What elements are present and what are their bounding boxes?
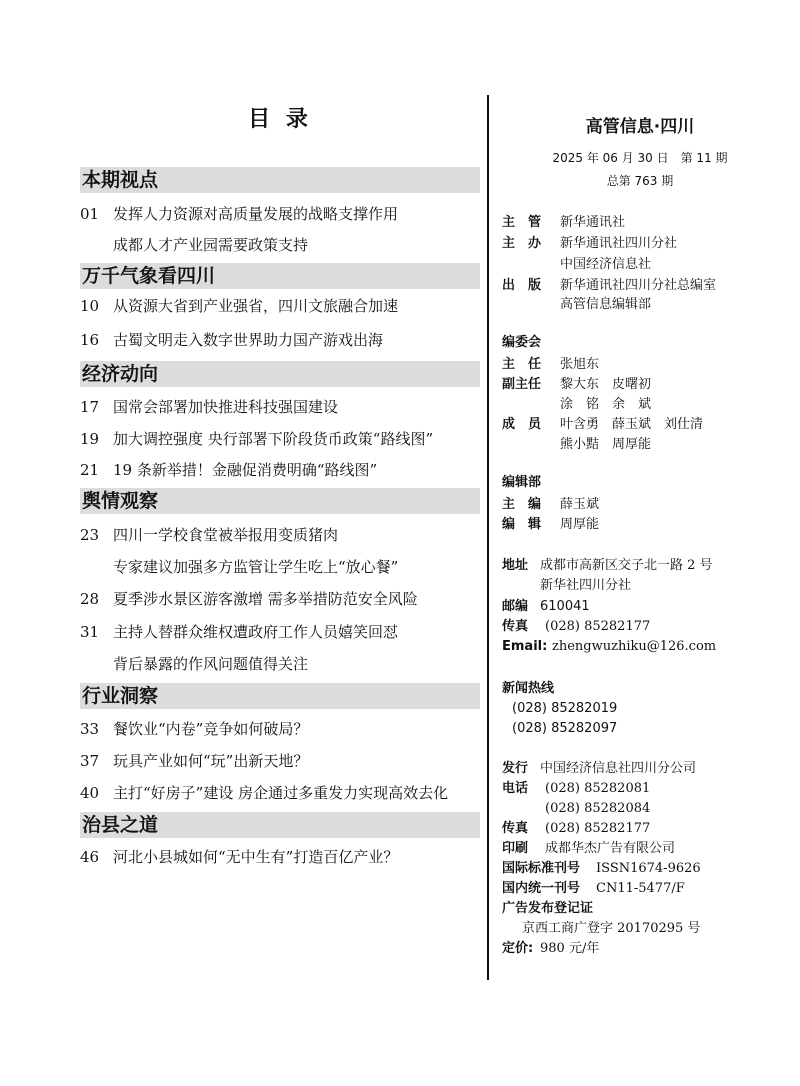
email[interactable]: zhengwuzhiku@126.com	[552, 639, 717, 654]
supervisor: 新华通讯社	[560, 215, 626, 230]
page-number: 17	[80, 398, 100, 416]
item-title: 主打“好房子”建设 房企通过多重发力实现高效去化	[113, 784, 449, 802]
chief-label: 主 编	[502, 497, 542, 512]
phone-1: (028) 85282081	[545, 781, 651, 796]
item-subtitle: 专家建议加强多方监管让学生吃上“放心餐”	[113, 558, 399, 576]
toc-item[interactable]	[80, 783, 448, 803]
toc-item[interactable]	[80, 525, 338, 545]
issn-label: 国际标准刊号	[502, 861, 581, 876]
page-number: 01	[80, 205, 100, 223]
page-number: 21	[80, 461, 100, 479]
item-title: 餐饮业“内卷”竞争如何破局？	[113, 720, 309, 738]
price-label: 定价:	[502, 941, 534, 956]
toc-item[interactable]	[80, 460, 377, 480]
ad-license: 京西工商广登字 20170295 号	[522, 921, 701, 936]
fax2: (028) 85282177	[545, 821, 651, 836]
chief-editor: 薛玉斌	[560, 497, 600, 512]
cn-number: CN11-5477/F	[596, 881, 685, 896]
director-label: 主 任	[502, 357, 542, 372]
address-1: 成都市高新区交子北一路 2 号	[540, 558, 713, 573]
page-number: 33	[80, 720, 100, 738]
address-2: 新华社四川分社	[540, 578, 632, 593]
page-number: 16	[80, 331, 100, 349]
toc-item[interactable]	[80, 589, 418, 609]
magazine-title: 高管信息·四川	[585, 117, 695, 137]
page-number: 31	[80, 623, 100, 641]
section-heading: 经济动向	[80, 361, 480, 387]
toc-item[interactable]	[80, 296, 398, 316]
item-title: 河北小县城如何“无中生有”打造百亿产业？	[113, 848, 399, 866]
item-title: 四川一学校食堂被举报用变质猪肉	[113, 526, 339, 544]
section-heading: 行业洞察	[80, 683, 480, 709]
distribution-label: 发行	[502, 761, 529, 776]
toc-item[interactable]	[80, 429, 433, 449]
fax: (028) 85282177	[545, 619, 651, 634]
hotline-heading: 新闻热线	[502, 681, 555, 696]
section-heading: 本期视点	[80, 167, 480, 193]
deputy-line-1: 黎大东 皮曙初	[560, 377, 652, 392]
director: 张旭东	[560, 357, 600, 372]
email-label: Email:	[502, 639, 548, 654]
item-title: 主持人替群众维权遭政府工作人员嬉笑回怼	[113, 623, 399, 641]
hotline-1: (028) 85282019	[512, 701, 618, 716]
sponsor-label: 主 办	[502, 236, 542, 251]
column-divider	[487, 95, 489, 980]
postcode-label: 邮编	[502, 599, 529, 614]
cn-label: 国内统一刊号	[502, 881, 581, 896]
toc-title: 目 录	[248, 107, 312, 132]
page-number: 37	[80, 752, 100, 770]
page-number: 46	[80, 848, 100, 866]
price: 980 元/年	[540, 941, 600, 956]
item-subtitle: 成都人才产业园需要政策支持	[113, 236, 309, 254]
item-title: 从资源大省到产业强省，四川文旅融合加速	[113, 297, 399, 315]
page-number: 10	[80, 297, 100, 315]
item-subtitle: 背后暴露的作风问题值得关注	[113, 655, 309, 673]
item-title: 国常会部署加快推进科技强国建设	[113, 398, 339, 416]
publisher-1: 新华通讯社四川分社总编室	[560, 278, 717, 293]
item-title: 发挥人力资源对高质量发展的战略支撑作用	[113, 205, 399, 223]
page-number: 40	[80, 784, 100, 802]
item-title: 19 条新举措！金融促消费明确“路线图”	[113, 461, 378, 479]
editor: 周厚能	[560, 517, 600, 532]
toc-item[interactable]	[80, 751, 308, 771]
postcode: 610041	[540, 599, 590, 614]
members-line-1: 叶含勇 薛玉斌 刘仕清	[560, 417, 704, 432]
phone-label: 电话	[502, 781, 529, 796]
section-heading: 万千气象看四川	[80, 263, 480, 289]
ad-license-label: 广告发布登记证	[502, 901, 594, 916]
supervisor-label: 主 管	[502, 215, 542, 230]
publisher-label: 出 版	[502, 278, 542, 293]
printer-label: 印刷	[502, 841, 529, 856]
address-label: 地址	[502, 558, 529, 573]
toc-item[interactable]	[80, 330, 383, 350]
hotline-2: (028) 85282097	[512, 721, 618, 736]
deputy-label: 副主任	[502, 377, 542, 392]
item-title: 夏季涉水景区游客激增 需多举措防范安全风险	[113, 590, 418, 608]
issn: ISSN1674-9626	[596, 861, 701, 876]
issue-date: 2025 年 06 月 30 日 第 11 期	[552, 151, 728, 165]
committee-heading: 编委会	[502, 335, 542, 350]
item-title: 加大调控强度 央行部署下阶段货币政策“路线图”	[113, 430, 434, 448]
sponsor-1: 新华通讯社四川分社	[560, 236, 678, 251]
editor-label: 编 辑	[502, 517, 542, 532]
distribution: 中国经济信息社四川分公司	[540, 761, 697, 776]
toc-item[interactable]	[80, 204, 398, 224]
editorial-heading: 编辑部	[502, 475, 542, 490]
item-title: 玩具产业如何“玩”出新天地？	[113, 752, 309, 770]
toc-item[interactable]	[80, 397, 338, 417]
page-number: 19	[80, 430, 100, 448]
section-heading: 治县之道	[80, 812, 480, 838]
publisher-2: 高管信息编辑部	[560, 297, 652, 312]
printer: 成都华杰广告有限公司	[545, 841, 676, 856]
fax-label: 传真	[502, 619, 529, 634]
members-label: 成 员	[502, 417, 542, 432]
fax2-label: 传真	[502, 821, 529, 836]
section-heading: 舆情观察	[80, 488, 480, 514]
toc-item[interactable]	[80, 847, 398, 867]
sponsor-2: 中国经济信息社	[560, 257, 652, 272]
total-issue: 总第 763 期	[606, 174, 674, 188]
toc-item[interactable]	[80, 622, 398, 642]
phone-2: (028) 85282084	[545, 801, 651, 816]
item-title: 古蜀文明走入数字世界助力国产游戏出海	[113, 331, 384, 349]
deputy-line-2: 涂 铭 余 斌	[560, 397, 652, 412]
members-line-2: 熊小黠 周厚能	[560, 437, 652, 452]
page-number: 28	[80, 590, 100, 608]
toc-item[interactable]	[80, 719, 308, 739]
page-number: 23	[80, 526, 100, 544]
